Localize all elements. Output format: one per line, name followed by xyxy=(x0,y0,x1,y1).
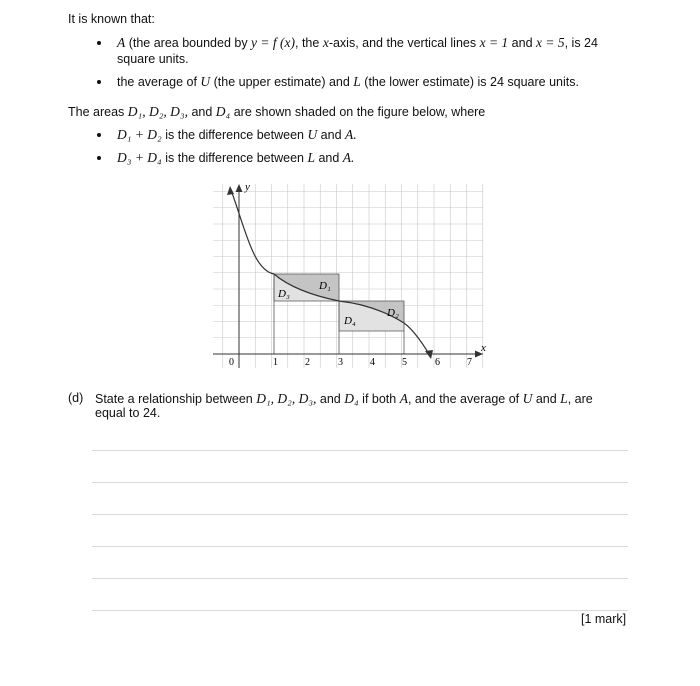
text: are shown shaded on the figure below, where xyxy=(230,105,486,119)
bullet-2 xyxy=(97,80,101,84)
text: and xyxy=(317,128,346,142)
sum-d3-d4: D₃ + D₄ xyxy=(117,150,162,165)
intro-text: It is known that: xyxy=(68,12,155,26)
tick-label-5: 5 xyxy=(402,357,407,368)
answer-line-2[interactable] xyxy=(92,482,628,483)
text: is the difference between xyxy=(161,128,308,142)
bullet-4 xyxy=(97,156,101,160)
bullet-2-text xyxy=(117,74,579,90)
bullet-1-line-1 xyxy=(117,35,598,51)
var-a: A. xyxy=(345,127,357,142)
text: State a relationship between xyxy=(95,392,257,406)
sum-d1-d2: D₁ + D₂ xyxy=(117,127,162,142)
tick-label-4: 4 xyxy=(370,357,375,368)
grid xyxy=(213,184,483,368)
var-l: L xyxy=(560,391,568,406)
equation-x1: x = 1 xyxy=(479,35,509,50)
answer-line-5[interactable] xyxy=(92,578,628,579)
answer-line-4[interactable] xyxy=(92,546,628,547)
text: -axis, and the vertical lines xyxy=(328,36,480,50)
area-figure xyxy=(205,178,495,370)
text: if both xyxy=(358,392,400,406)
region-d4-label: D₄ xyxy=(344,315,356,327)
var-d4: D₄ xyxy=(344,391,359,406)
question-text-line-1 xyxy=(95,391,593,407)
bullet-1-line-2: square units. xyxy=(117,52,189,66)
tick-label-2: 2 xyxy=(305,357,310,368)
var-a: A. xyxy=(342,150,355,165)
region-d3-label: D₃ xyxy=(278,288,290,300)
tick-label-6: 6 xyxy=(435,357,440,368)
text: the average of xyxy=(117,75,201,89)
equation-x5: x = 5 xyxy=(536,35,565,50)
bullet-3 xyxy=(97,133,101,137)
var-d4: D₄ xyxy=(215,104,231,119)
tick-label-1: 1 xyxy=(273,357,278,368)
answer-line-3[interactable] xyxy=(92,514,628,515)
text: , the xyxy=(295,36,323,50)
tick-label-3: 3 xyxy=(338,357,343,368)
var-a: A xyxy=(117,35,126,50)
area-vars: D₁, D₂, D₃, xyxy=(127,104,188,119)
text: and xyxy=(508,36,536,50)
text: and xyxy=(314,151,343,165)
text: The areas xyxy=(68,105,128,119)
var-a: A xyxy=(399,391,408,406)
marks-label: [1 mark] xyxy=(581,612,627,626)
equation-y-fx: y = f (x) xyxy=(251,35,296,50)
tick-label-7: 7 xyxy=(467,357,472,368)
text: (the area bounded by xyxy=(125,36,252,50)
areas-intro xyxy=(68,104,485,120)
region-d1-label: D₁ xyxy=(319,280,331,292)
area-vars: D₁, D₂, D₃, xyxy=(256,391,317,406)
bullet-1 xyxy=(97,41,101,45)
text: and xyxy=(187,105,216,119)
var-l: L xyxy=(307,150,315,165)
text: , and the average of xyxy=(407,392,523,406)
question-text-line-2: equal to 24. xyxy=(95,406,161,420)
text: is the difference between xyxy=(161,151,308,165)
origin-label: 0 xyxy=(229,357,234,368)
y-axis-label: y xyxy=(245,181,250,193)
definition-d1-d2 xyxy=(117,127,357,143)
answer-line-1[interactable] xyxy=(92,450,628,451)
text: (the lower estimate) is 24 square units. xyxy=(360,75,579,89)
var-l: L xyxy=(353,74,361,89)
text: , is 24 xyxy=(564,36,598,50)
text: and xyxy=(316,392,345,406)
x-axis-label: x xyxy=(481,342,486,354)
var-u: U xyxy=(200,74,211,89)
definition-d3-d4 xyxy=(117,150,354,166)
var-u: U xyxy=(522,391,533,406)
var-u: U xyxy=(307,127,318,142)
question-label: (d) xyxy=(68,391,84,405)
answer-line-6[interactable] xyxy=(92,610,628,611)
text: and xyxy=(532,392,561,406)
text: , are xyxy=(567,392,593,406)
y-axis-arrow xyxy=(236,184,243,192)
var-x: x xyxy=(322,35,329,50)
text: (the upper estimate) and xyxy=(210,75,354,89)
region-d2-label: D₂ xyxy=(387,307,399,319)
curve-start-arrow xyxy=(227,186,234,195)
